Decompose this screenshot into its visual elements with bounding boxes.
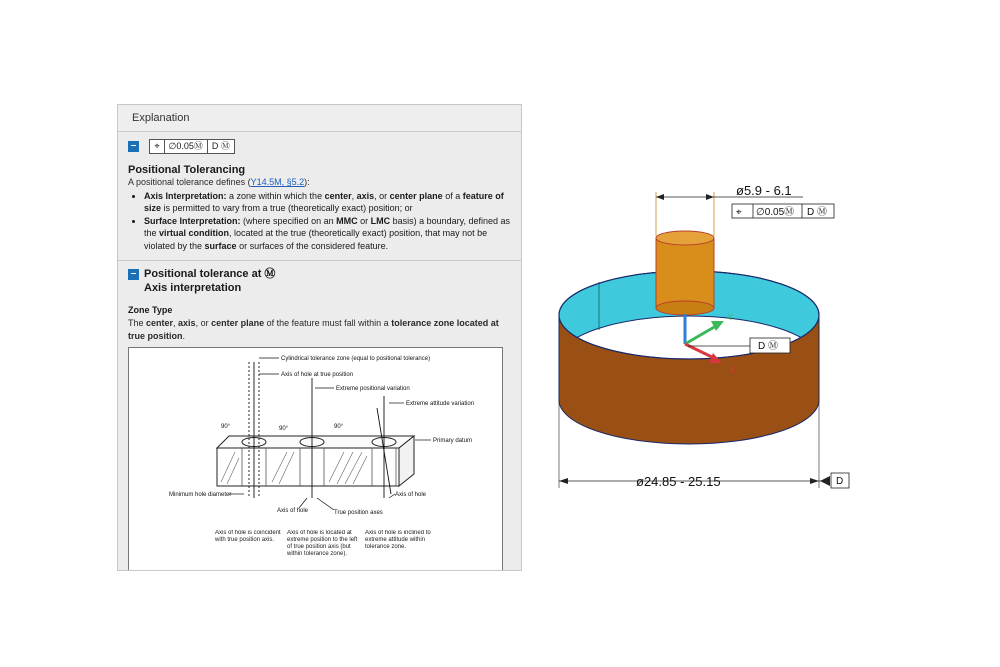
section-title: Positional Tolerancing xyxy=(128,164,246,176)
label-angle-2: 90° xyxy=(279,426,289,432)
fcf-datum: D Ⓜ xyxy=(211,141,230,152)
subsection-subtitle: Axis interpretation xyxy=(144,282,242,294)
fcf-datum: D Ⓜ xyxy=(807,207,827,218)
list-item: • Axis Interpretation: a zone within which the center, axis, or center plane of a feature of size is permitted to vary from a true (theoretically exact) position; or xyxy=(144,190,511,215)
label-cylindrical-zone: Cylindrical tolerance zone (equal to positional tolerance) xyxy=(281,356,431,362)
feature-control-frame[interactable] xyxy=(149,139,234,154)
datum-label: D xyxy=(836,476,844,487)
datum-reference-text: D Ⓜ xyxy=(758,341,778,352)
label-angle-1: 90° xyxy=(221,424,231,430)
label-axis-of-hole-2: Axis of hole xyxy=(395,492,427,498)
reference-link[interactable]: Y14.5M, §5.2 xyxy=(250,177,305,187)
intro-text: A positional tolerance defines (Y14.5M, §5.2): xyxy=(128,177,310,187)
base-dimension: ø24.85 - 25.15 xyxy=(636,474,721,489)
pin-dim-arrow-right xyxy=(706,194,714,200)
pin-feature-control-frame[interactable] xyxy=(732,204,834,218)
base-dim-arrow-left xyxy=(559,478,568,484)
section-axis-interpretation xyxy=(118,267,521,342)
pin-dimension: ø5.9 - 6.1 xyxy=(736,183,792,198)
caption-1: Axis of hole is coincident with true position axis. xyxy=(215,530,281,543)
label-axis-true-position: Axis of hole at true position xyxy=(281,372,354,378)
pin-dim-arrow-left xyxy=(656,194,664,200)
position-symbol-icon: ⌖ xyxy=(150,140,164,153)
interpretation-list xyxy=(128,190,511,253)
collapse-button-1[interactable]: – xyxy=(128,141,139,152)
datum-reference-frame[interactable] xyxy=(750,338,790,353)
axis-x-label: X xyxy=(730,366,736,375)
tolerance-figure xyxy=(128,347,503,571)
axis-y-label: Y xyxy=(728,313,734,322)
label-primary-datum: Primary datum xyxy=(433,438,473,444)
zone-type-text: The center, axis, or center plane of the feature must fall within a tolerance zone located at true position. xyxy=(128,318,499,341)
label-true-position-axes: True position axes xyxy=(334,510,383,516)
explanation-panel xyxy=(117,104,522,571)
pin-bottom xyxy=(656,301,714,315)
label-angle-3: 90° xyxy=(334,424,344,430)
panel-header: Explanation xyxy=(118,105,521,132)
label-axis-of-hole-1: Axis of hole xyxy=(277,508,309,514)
pin-top xyxy=(656,231,714,245)
fcf-tolerance: ∅0.05Ⓜ xyxy=(165,140,208,153)
collapse-button-2[interactable]: – xyxy=(128,269,139,280)
ring-outer-wall xyxy=(559,315,819,444)
datum-feature-symbol[interactable] xyxy=(831,473,849,488)
label-extreme-attitude: Extreme attitude variation xyxy=(406,401,475,407)
axis-y xyxy=(685,326,716,344)
zone-type-title: Zone Type xyxy=(128,305,173,315)
position-symbol-icon: ⌖ xyxy=(736,207,742,218)
datum-triangle xyxy=(820,476,830,486)
section-positional-tolerancing xyxy=(118,164,521,252)
subsection-title: Positional tolerance at Ⓜ xyxy=(144,268,276,280)
model-viewport[interactable] xyxy=(548,170,870,500)
caption-2: Axis of hole is located at extreme position to the left of true position axis (but within tolerance zone). xyxy=(287,530,358,557)
divider xyxy=(118,260,521,261)
pin-body xyxy=(656,238,714,308)
fcf-tolerance: ∅0.05Ⓜ xyxy=(756,207,795,218)
list-item: • Surface Interpretation: (where specified on an MMC or LMC basis) a boundary, defined as the virtual condition, located at the true (theoretically exact) position, that may not be violated by the surface or surfaces of the considered feature. xyxy=(144,215,511,253)
caption-3: Axis of hole is inclined to extreme attitude within tolerance zone. xyxy=(365,530,431,550)
fcf-row xyxy=(118,138,521,156)
label-min-hole-diameter: Minimum hole diameter xyxy=(169,492,232,498)
base-dim-arrow-right xyxy=(810,478,819,484)
label-extreme-positional: Extreme positional variation xyxy=(336,386,410,392)
